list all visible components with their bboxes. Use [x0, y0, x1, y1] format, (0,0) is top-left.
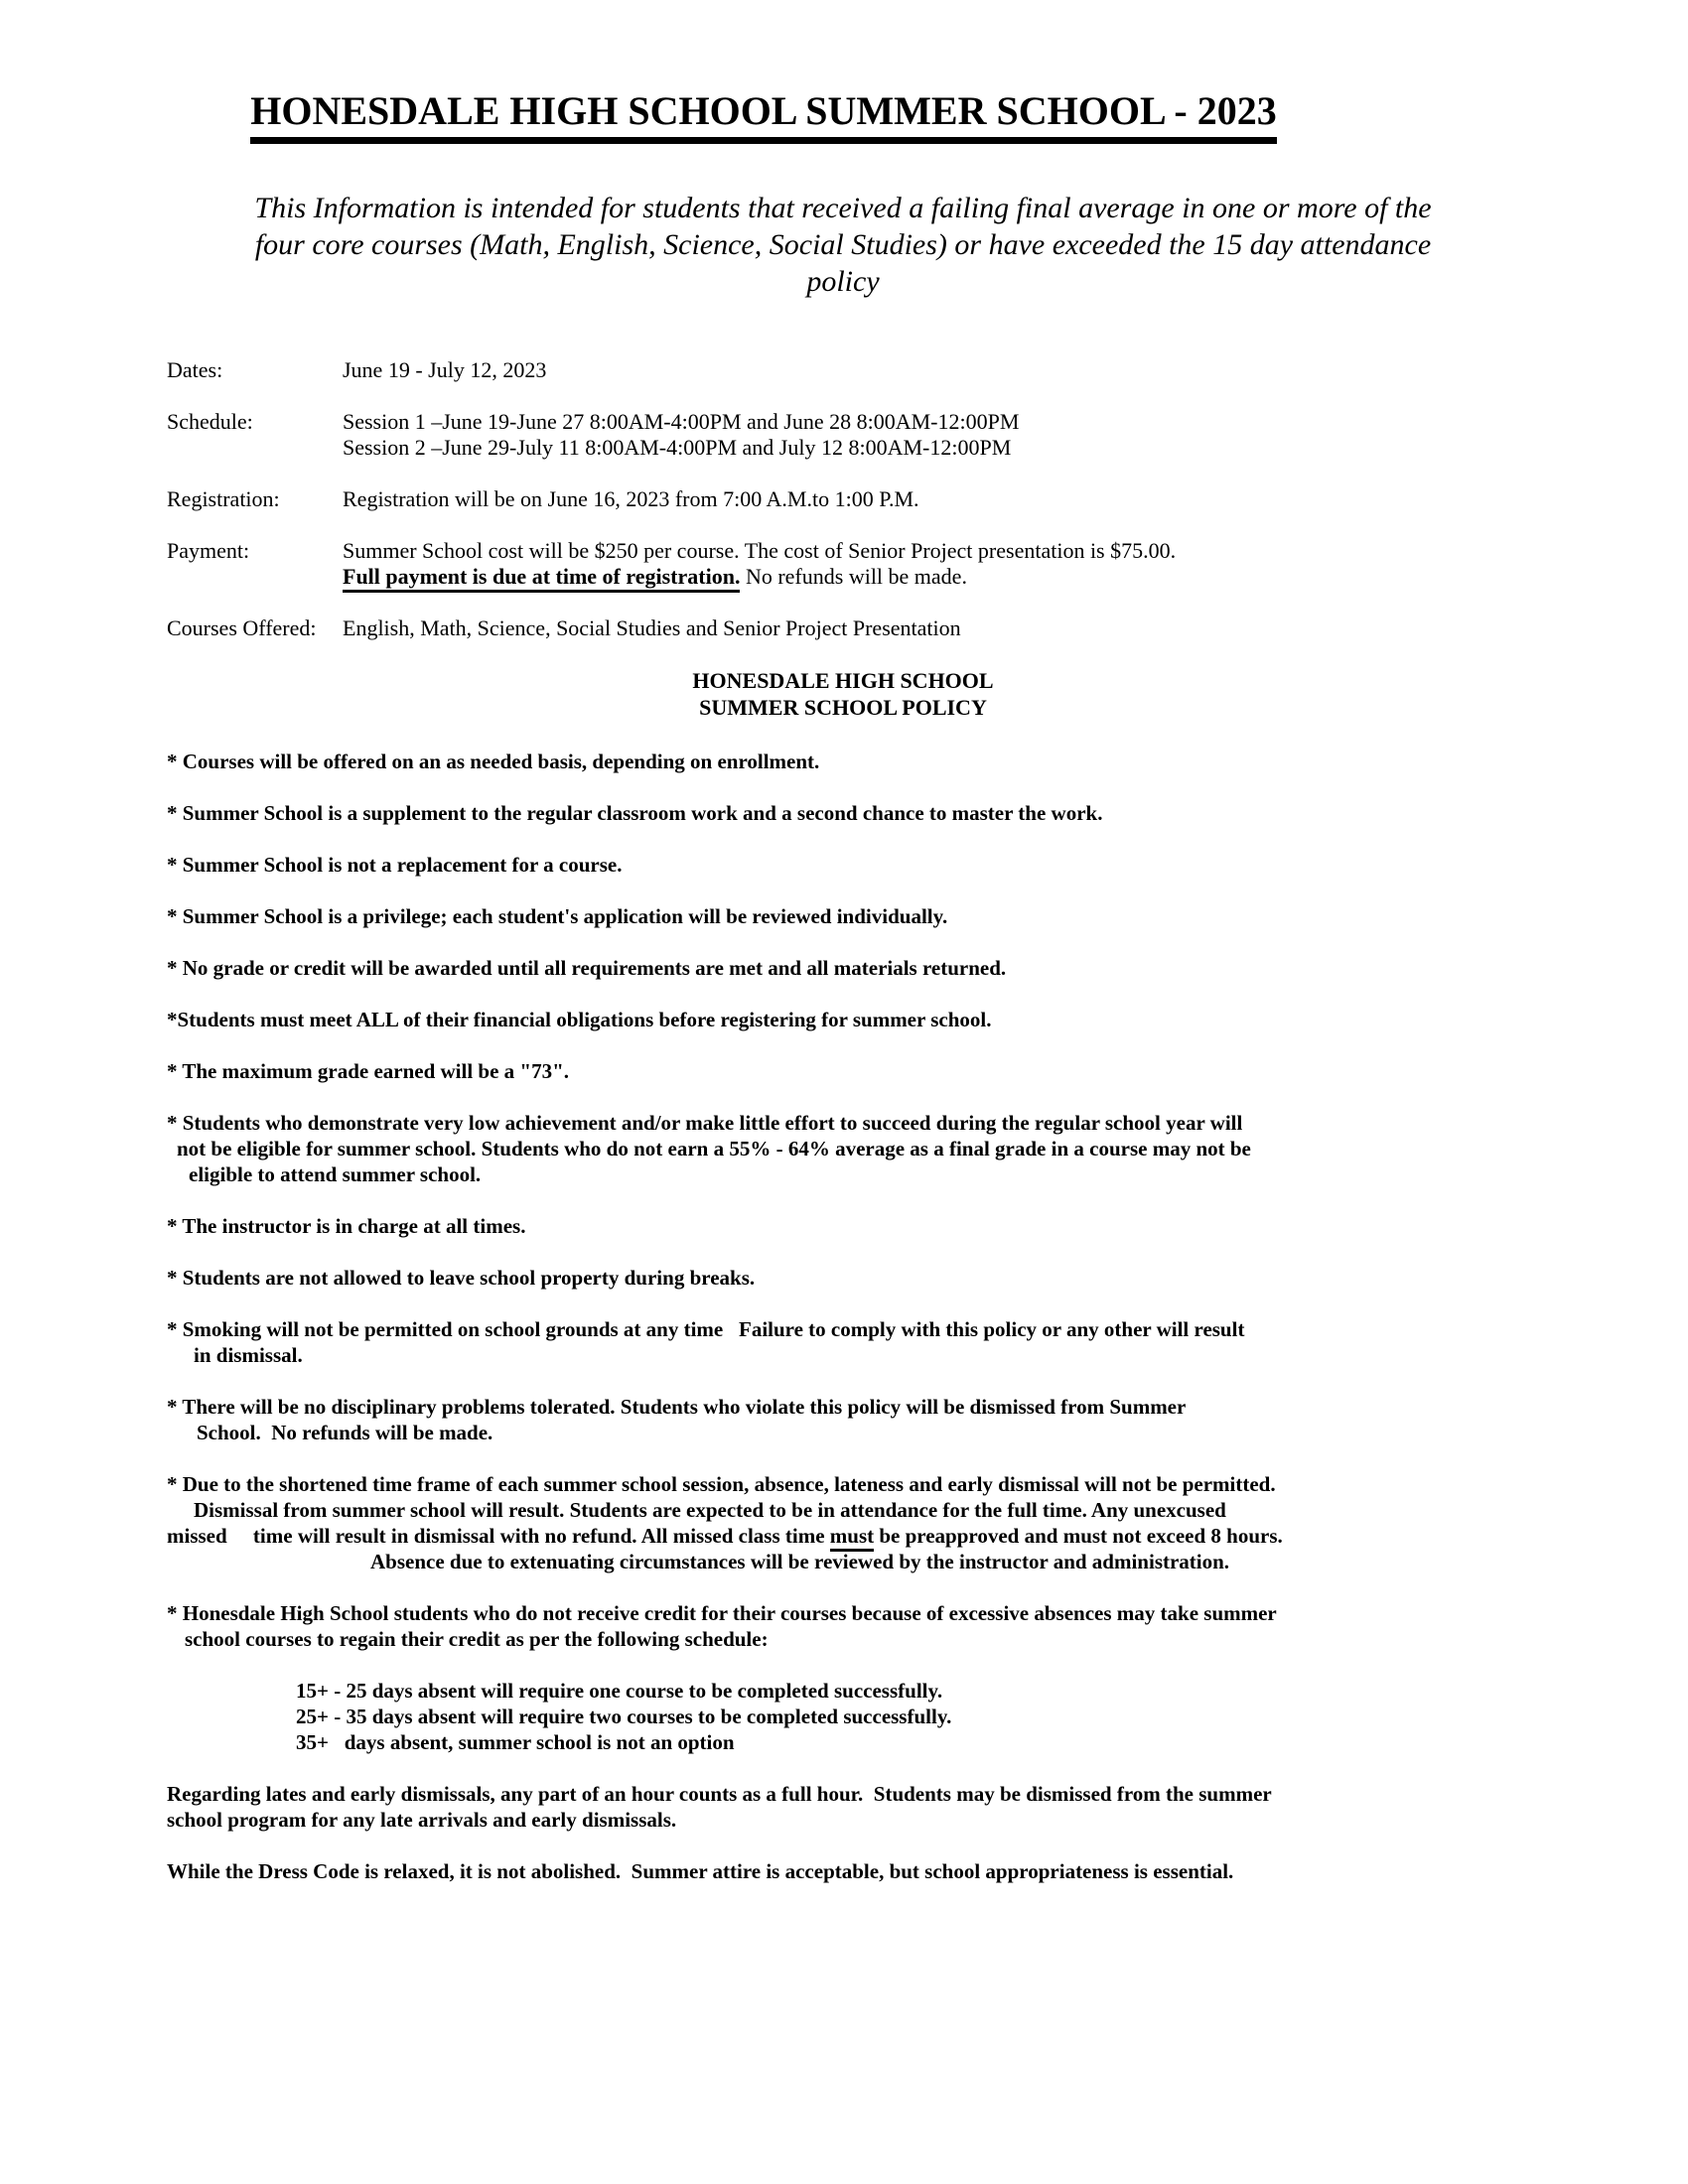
policy-item: [167, 749, 1519, 774]
text-line: [167, 1007, 1519, 1032]
intro-paragraph: [167, 190, 1519, 300]
text-line: [167, 1394, 1519, 1420]
policy-item: [167, 1600, 1519, 1652]
text-segment: * Honesdale High School students who do not receive credit for their courses because of excessive absences may take summer: [167, 1601, 1277, 1625]
text-line: [343, 615, 1519, 641]
policy-item: [167, 1058, 1519, 1084]
info-row: [167, 615, 1519, 641]
policy-heading: [167, 667, 1519, 721]
text-line: [167, 1626, 1519, 1652]
text-line: [167, 1523, 1519, 1549]
info-row: [167, 409, 1519, 461]
text-segment: school courses to regain their credit as per the following schedule:: [185, 1627, 769, 1651]
text-segment: * Summer School is a privilege; each student's application will be reviewed individually.: [167, 904, 948, 928]
text-segment: Summer School cost will be $250 per course. The cost of Senior Project presentation is $75.00.: [343, 538, 1177, 563]
policy-item: [167, 1471, 1519, 1574]
closing-paragraph: [167, 1781, 1519, 1833]
policy-item: [167, 800, 1519, 826]
text-segment: *Students must meet ALL of their financial obligations before registering for summer school.: [167, 1008, 992, 1031]
closing-paragraph: [167, 1858, 1519, 1884]
text-segment: missed time will result in dismissal with no refund. All missed class time: [167, 1524, 830, 1548]
text-line: [167, 903, 1519, 929]
text-segment: * No grade or credit will be awarded until all requirements are met and all materials returned.: [167, 956, 1007, 980]
text-line: [167, 1213, 1519, 1239]
text-segment: must: [830, 1524, 874, 1552]
text-line: [167, 1136, 1519, 1161]
text-segment: * Students who demonstrate very low achievement and/or make little effort to succeed during the regular school year will: [167, 1111, 1243, 1135]
info-label: Schedule:: [167, 409, 253, 434]
text-segment: Registration will be on June 16, 2023 from 7:00 A.M.to 1:00 P.M.: [343, 486, 919, 511]
text-line: [343, 435, 1519, 461]
text-segment: No refunds will be made.: [740, 564, 967, 589]
text-segment: June 19 - July 12, 2023: [343, 357, 547, 382]
text-line: [167, 1807, 1519, 1833]
text-line: [167, 1600, 1519, 1626]
text-segment: eligible to attend summer school.: [189, 1162, 482, 1186]
policy-item: [167, 903, 1519, 929]
text-segment: English, Math, Science, Social Studies and Senior Project Presentation: [343, 615, 961, 640]
text-segment: Full payment is due at time of registration.: [343, 564, 740, 593]
absence-schedule-line: 25+ - 35 days absent will require two courses to be completed successfully.: [296, 1705, 952, 1728]
text-line: [343, 357, 1519, 383]
policy-heading-line: SUMMER SCHOOL POLICY: [699, 695, 987, 720]
policy-item: [167, 852, 1519, 878]
info-value: [343, 538, 1519, 590]
info-value: [343, 409, 1519, 461]
text-segment: Regarding lates and early dismissals, any part of an hour counts as a full hour. Students may be dismissed from the summer: [167, 1782, 1272, 1806]
info-row: [167, 357, 1519, 383]
info-label: Registration:: [167, 486, 280, 511]
text-segment: While the Dress Code is relaxed, it is not abolished. Summer attire is acceptable, but school appropriateness is essential.: [167, 1859, 1234, 1883]
info-label: Courses Offered:: [167, 615, 317, 640]
text-segment: School. No refunds will be made.: [197, 1421, 493, 1444]
text-segment: Dismissal from summer school will result. Students are expected to be in attendance for the full time. Any unexcused: [194, 1498, 1226, 1522]
text-line: [343, 409, 1519, 435]
policy-item: [167, 1394, 1519, 1445]
intro-line: policy: [806, 265, 880, 298]
policy-section: [167, 749, 1519, 1884]
text-line: [167, 852, 1519, 878]
text-line: [167, 1316, 1519, 1342]
text-segment: Session 1 –June 19-June 27 8:00AM-4:00PM and June 28 8:00AM-12:00PM: [343, 409, 1020, 434]
text-line: [167, 1471, 1519, 1497]
text-segment: Absence due to extenuating circumstances will be reviewed by the instructor and administration.: [370, 1550, 1230, 1573]
policy-item: [167, 1007, 1519, 1032]
text-line: [167, 1161, 1519, 1187]
info-row: [167, 538, 1519, 590]
text-line: [167, 955, 1519, 981]
text-segment: * Summer School is not a replacement for a course.: [167, 853, 623, 877]
text-line: [167, 1058, 1519, 1084]
policy-item: [167, 1213, 1519, 1239]
text-segment: * Smoking will not be permitted on school grounds at any time Failure to comply with this policy or any other will result: [167, 1317, 1245, 1341]
intro-line: This Information is intended for students that received a failing final average in one or more of the: [254, 192, 1432, 224]
text-line: [167, 749, 1519, 774]
policy-item: [167, 955, 1519, 981]
policy-heading-line: HONESDALE HIGH SCHOOL: [692, 668, 994, 693]
text-line: [167, 1110, 1519, 1136]
text-segment: in dismissal.: [194, 1343, 303, 1367]
document-title: HONESDALE HIGH SCHOOL SUMMER SCHOOL - 2023: [250, 89, 1277, 144]
text-segment: * The instructor is in charge at all times.: [167, 1214, 526, 1238]
text-segment: * Courses will be offered on an as needed basis, depending on enrollment.: [167, 750, 820, 773]
info-value: [343, 486, 1519, 512]
text-line: [167, 1420, 1519, 1445]
text-segment: * The maximum grade earned will be a "73".: [167, 1059, 569, 1083]
info-table: [167, 357, 1519, 641]
info-label: Dates:: [167, 357, 223, 382]
absence-schedule-line: 15+ - 25 days absent will require one course to be completed successfully.: [296, 1679, 943, 1703]
text-segment: * Summer School is a supplement to the regular classroom work and a second chance to master the work.: [167, 801, 1103, 825]
info-value: [343, 615, 1519, 641]
absence-schedule-line: 35+ days absent, summer school is not an option: [296, 1730, 735, 1754]
text-line: [167, 1342, 1519, 1368]
text-segment: school program for any late arrivals and early dismissals.: [167, 1808, 677, 1832]
text-line: [343, 564, 1519, 590]
text-segment: not be eligible for summer school. Students who do not earn a 55% - 64% average as a final grade in a course may not be: [177, 1137, 1251, 1160]
text-line: [167, 1781, 1519, 1807]
policy-item: [167, 1316, 1519, 1368]
text-line: [167, 1497, 1519, 1523]
policy-item: [167, 1110, 1519, 1187]
text-line: [343, 538, 1519, 564]
text-line: [167, 1858, 1519, 1884]
info-row: [167, 486, 1519, 512]
text-segment: * Due to the shortened time frame of each summer school session, absence, lateness and early dismissal will not be permitted.: [167, 1472, 1276, 1496]
text-segment: * Students are not allowed to leave school property during breaks.: [167, 1266, 756, 1290]
intro-line: four core courses (Math, English, Science, Social Studies) or have exceeded the 15 day attendance: [254, 228, 1432, 261]
info-value: [343, 357, 1519, 383]
policy-item: [167, 1265, 1519, 1291]
title-wrap: [167, 89, 1519, 144]
text-segment: * There will be no disciplinary problems tolerated. Students who violate this policy will be dismissed from Summer: [167, 1395, 1187, 1419]
text-line: [343, 486, 1519, 512]
absence-schedule: [167, 1678, 1519, 1755]
text-line: [167, 800, 1519, 826]
text-line: [167, 1265, 1519, 1291]
info-label: Payment:: [167, 538, 250, 563]
text-line: [167, 1549, 1519, 1574]
text-segment: Session 2 –June 29-July 11 8:00AM-4:00PM and July 12 8:00AM-12:00PM: [343, 435, 1012, 460]
text-segment: be preapproved and must not exceed 8 hours.: [874, 1524, 1283, 1548]
